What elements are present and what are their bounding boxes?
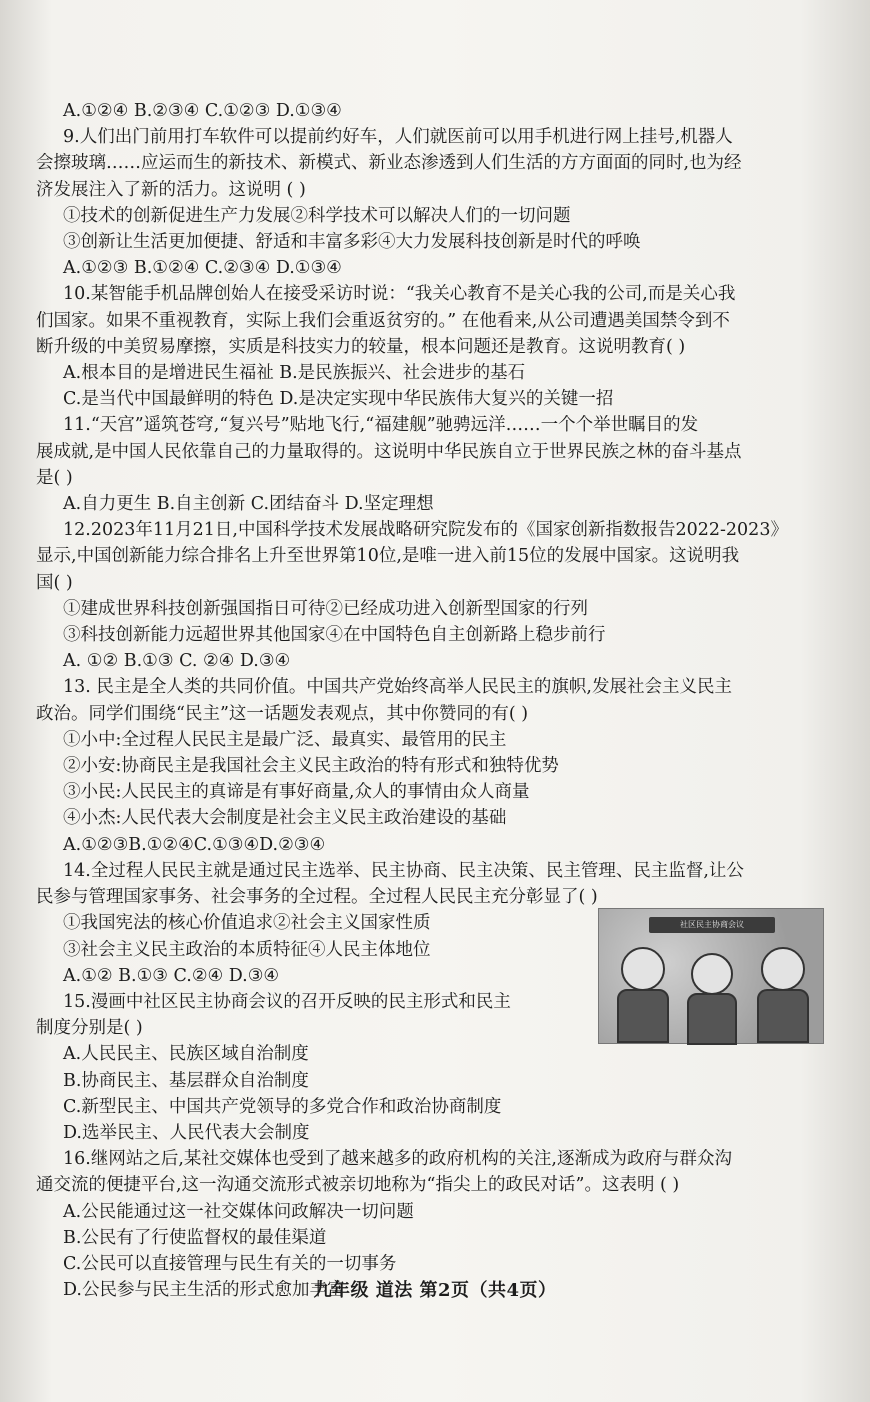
- q10-options-ab: A.根本目的是增进民生福祉 B.是民族振兴、社会进步的基石: [63, 363, 526, 384]
- q10-options-cd: C.是当代中国最鲜明的特色 D.是决定实现中华民族伟大复兴的关键一招: [63, 389, 614, 410]
- q9-stem-3: 济发展注入了新的活力。这说明 ( ): [36, 179, 306, 200]
- q16-stem-2: 通交流的便捷平台,这一沟通交流形式被亲切地称为“指尖上的政民对话”。这表明 ( ): [36, 1175, 680, 1196]
- q15-option-d: D.选举民主、人民代表大会制度: [63, 1122, 310, 1143]
- question-text: [36, 98, 836, 1303]
- q9-statement-2: ③创新让生活更加便捷、舒适和丰富多彩④大力发展科技创新是时代的呼唤: [63, 232, 641, 253]
- q9-statement-1: ①技术的创新促进生产力发展②科学技术可以解决人们的一切问题: [63, 205, 571, 226]
- q9-options: A.①②③ B.①②④ C.②③④ D.①③④: [63, 258, 342, 279]
- q11-options: A.自力更生 B.自主创新 C.团结奋斗 D.坚定理想: [63, 494, 434, 515]
- q11-stem-2: 展成就,是中国人民依靠自己的力量取得的。这说明中华民族自立于世界民族之林的奋斗基点: [36, 441, 742, 462]
- community-meeting-cartoon: [598, 908, 824, 1044]
- q12-statement-1: ①建成世界科技创新强国指日可待②已经成功进入创新型国家的行列: [63, 598, 588, 619]
- page-footer: 九年级 道法 第2页（共4页）: [313, 1280, 557, 1301]
- q15-stem-1: 15.漫画中社区民主协商会议的召开反映的民主形式和民主: [63, 991, 511, 1012]
- q14-statement-1: ①我国宪法的核心价值追求②社会主义国家性质: [63, 913, 431, 934]
- q13-statement-3: ③小民:人民民主的真谛是有事好商量,众人的事情由众人商量: [63, 782, 530, 803]
- q15-option-a: A.人民民主、民族区域自治制度: [63, 1044, 309, 1065]
- q12-stem-3: 国( ): [36, 572, 73, 593]
- q16-option-b: B.公民有了行使监督权的最佳渠道: [63, 1227, 327, 1248]
- q14-stem-1: 14.全过程人民民主就是通过民主选举、民主协商、民主决策、民主管理、民主监督,让公: [63, 860, 744, 881]
- q15-stem-2: 制度分别是( ): [36, 1018, 143, 1039]
- q13-stem-2: 政治。同学们围绕“民主”这一话题发表观点，其中你赞同的有( ): [36, 703, 529, 724]
- q14-stem-2: 民参与管理国家事务、社会事务的全过程。全过程人民民主充分彰显了( ): [36, 887, 598, 908]
- q16-option-a: A.公民能通过这一社交媒体问政解决一切问题: [63, 1201, 414, 1222]
- q16-stem-1: 16.继网站之后,某社交媒体也受到了越来越多的政府机构的关注,逐渐成为政府与群众沟: [63, 1149, 732, 1170]
- q13-options: A.①②③B.①②④C.①③④D.②③④: [63, 834, 326, 855]
- q9-stem-1: 9.人们出门前用打车软件可以提前约好车，人们就医前可以用手机进行网上挂号,机器人: [63, 127, 733, 148]
- q14-options: A.①② B.①③ C.②④ D.③④: [63, 965, 280, 986]
- q12-options: A. ①② B.①③ C. ②④ D.③④: [63, 651, 291, 672]
- cartoon-banner: 社区民主协商会议: [649, 917, 775, 933]
- q10-stem-3: 断升级的中美贸易摩擦，实质是科技实力的较量，根本问题还是教育。这说明教育( ): [36, 336, 686, 357]
- q8-options: A.①②④ B.②③④ C.①②③ D.①③④: [63, 101, 342, 121]
- q11-stem-1: 11.“天宫”遥筑苍穹,“复兴号”贴地飞行,“福建舰”驰骋远洋……一个个举世瞩目的发: [63, 415, 699, 436]
- q9-stem-2: 会擦玻璃……应运而生的新技术、新模式、新业态渗透到人们生活的方方面面的同时,也为经: [36, 153, 742, 174]
- q12-stem-1: 12.2023年11月21日,中国科学技术发展战略研究院发布的《国家创新指数报告2022-2023》: [63, 520, 788, 541]
- q12-stem-2: 显示,中国创新能力综合排名上升至世界第10位,是唯一进入前15位的发展中国家。这说明我: [36, 546, 740, 567]
- q13-statement-1: ①小中:全过程人民民主是最广泛、最真实、最管用的民主: [63, 729, 507, 750]
- q10-stem-2: 们国家。如果不重视教育，实际上我们会重返贫穷的。” 在他看来,从公司遭遇美国禁令到不: [36, 310, 730, 331]
- q15-option-c: C.新型民主、中国共产党领导的多党合作和政治协商制度: [63, 1096, 502, 1117]
- q10-stem-1: 10.某智能手机品牌创始人在接受采访时说：“我关心教育不是关心我的公司,而是关心我: [63, 284, 736, 305]
- q15-option-b: B.协商民主、基层群众自治制度: [63, 1070, 309, 1091]
- q13-statement-4: ④小杰:人民代表大会制度是社会主义民主政治建设的基础: [63, 808, 507, 829]
- q11-stem-3: 是( ): [36, 467, 73, 488]
- q13-stem-1: 13. 民主是全人类的共同价值。中国共产党始终高举人民民主的旗帜,发展社会主义民主: [63, 677, 732, 698]
- q16-option-c: C.公民可以直接管理与民生有关的一切事务: [63, 1253, 397, 1274]
- q13-statement-2: ②小安:协商民主是我国社会主义民主政治的特有形式和独特优势: [63, 756, 559, 777]
- q12-statement-2: ③科技创新能力远超世界其他国家④在中国特色自主创新路上稳步前行: [63, 625, 606, 646]
- q16-option-d: D.公民参与民主生活的形式愈加丰富: [63, 1280, 345, 1301]
- q14-statement-2: ③社会主义民主政治的本质特征④人民主体地位: [63, 939, 431, 960]
